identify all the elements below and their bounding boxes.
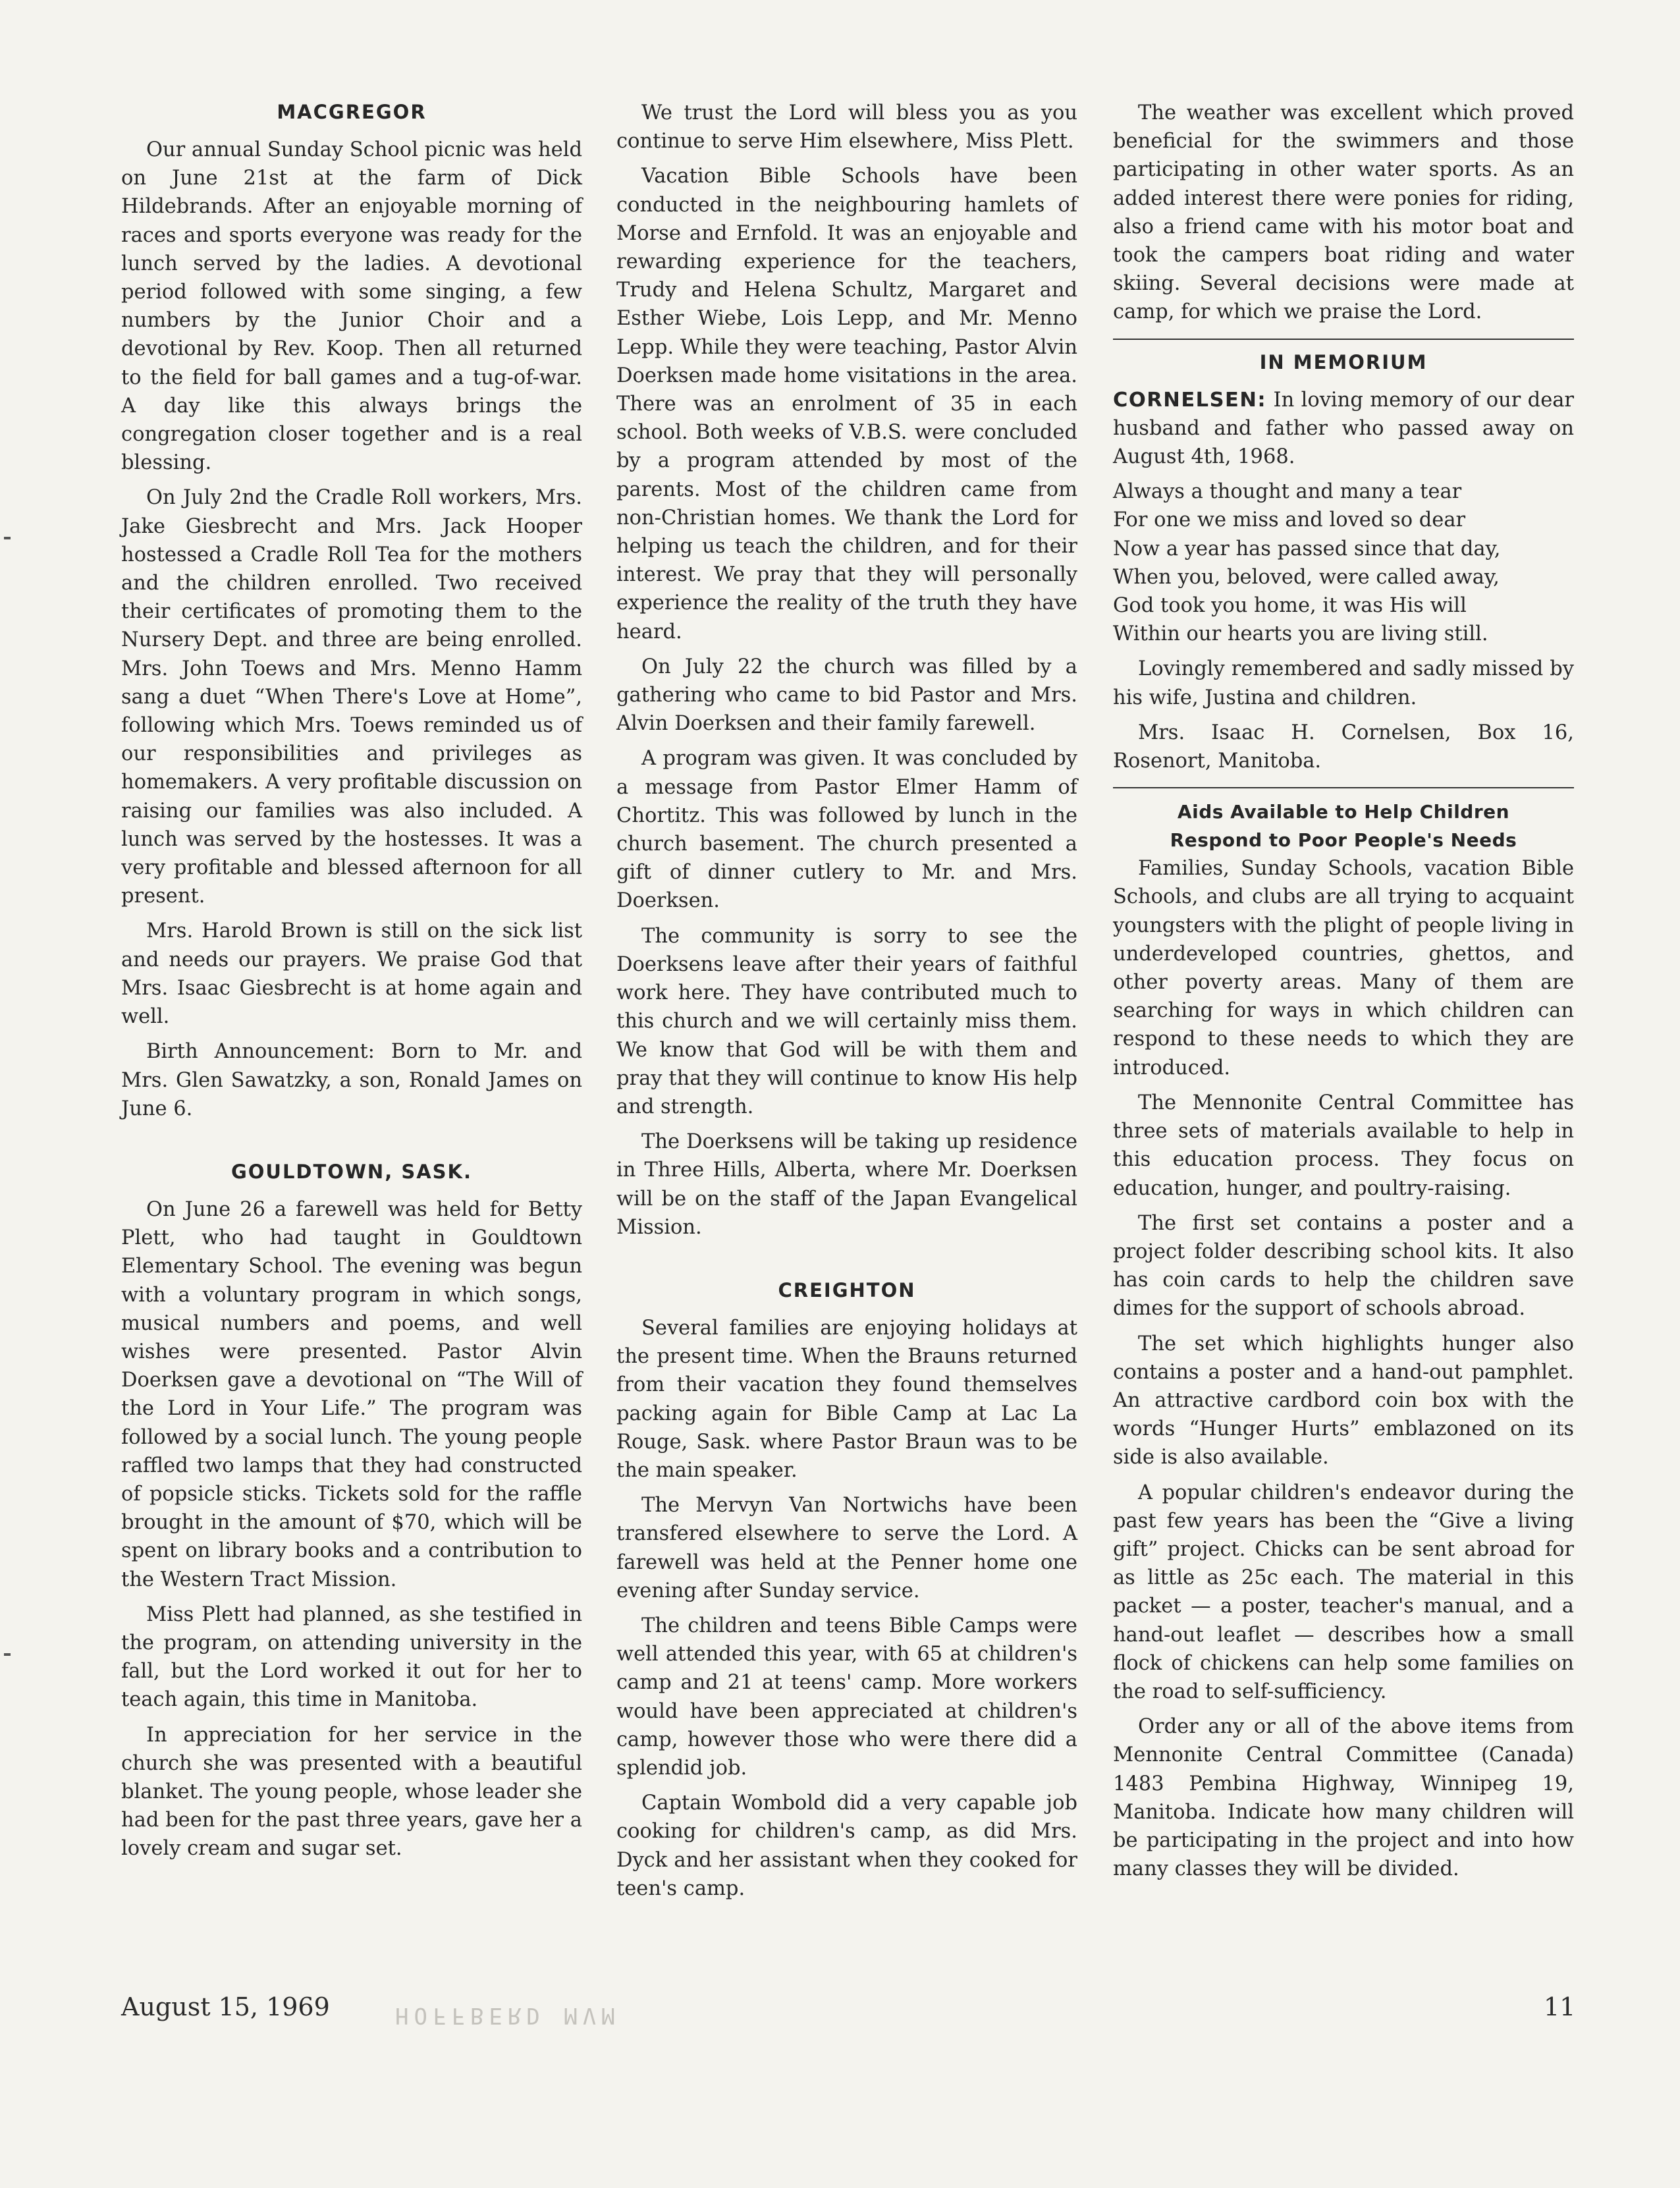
poem-line: Within our hearts you are living still. [1113, 622, 1488, 646]
divider [1113, 339, 1574, 340]
poem-line: Always a thought and many a tear [1113, 480, 1462, 504]
paragraph: A popular children's endeavor during the past few years has been the “Give a living gift” project. Chicks can be sent abroad for as little as 25c each. The material in this packet — a poster, teacher's manual, and a hand-out leaflet — describes how a small flock of chickens can help some families on the road to self-sufficiency. [1113, 1481, 1574, 1703]
heading-aids-line-2: Respond to Poor People's Needs [1170, 829, 1517, 852]
paragraph: A program was given. It was concluded by a message from Pastor Elmer Hamm of Chortitz. This was followed by lunch in the church basement. The church presented a gift of dinner cutlery to Mr. and Mrs. Doerksen. [616, 747, 1077, 913]
column-right [1113, 99, 1574, 1890]
paragraph: Mrs. Harold Brown is still on the sick list and needs our prayers. We praise God that Mrs. Isaac Giesbrecht is at home again and well. [121, 919, 582, 1029]
scan-edge-mark [4, 537, 11, 539]
paragraph: The weather was excellent which proved beneficial for the swimmers and those participating in other water sports. As an added interest there were ponies for riding, also a friend came with his motor boat and took the campers boat riding and water skiing. Several decisions were made at camp, for which we praise the Lord. [1113, 101, 1574, 324]
memorium-notice [1113, 386, 1574, 472]
poem-line: Now a year has passed since that day, [1113, 537, 1501, 561]
paragraph: On July 2nd the Cradle Roll workers, Mrs. Jake Giesbrecht and Mrs. Jack Hooper hostessed a Cradle Roll Tea for the mothers and the children enrolled. Two received their certificates of promoting them to the Nursery Dept. and three are being enrolled. Mrs. John Toews and Mrs. Menno Hamm sang a duet “When There's Love at Home”, following which Mrs. Toews reminded us of our responsibilities and privileges as homemakers. A very profitable discussion on raising our families was also included. A lunch was served by the hostesses. It was a very profitable and blessed afternoon for all present. [121, 486, 582, 908]
poem-line: God took you home, it was His will [1113, 594, 1467, 618]
heading-in-memorium: IN MEMORIUM [1259, 350, 1428, 373]
paragraph: Birth Announcement: Born to Mr. and Mrs. Glen Sawatzky, a son, Ronald James on June 6. [121, 1040, 582, 1120]
column-middle [616, 99, 1077, 1909]
memorium-name: CORNELSEN: [1113, 388, 1267, 412]
paragraph: The children and teens Bible Camps were well attended this year, with 65 at children's camp and 21 at teens' camp. More workers would have been appreciated at children's camp, however those who were there did a splendid job. [616, 1614, 1077, 1780]
paragraph: Vacation Bible Schools have been conducted in the neighbouring hamlets of Morse and Ernfold. It was an enjoyable and rewarding experience for the teachers, Trudy and Helena Schultz, Margaret and Esther Wiebe, Lois Lepp, and Mr. Menno Lepp. While they were teaching, Pastor Alvin Doerksen made home visitations in the area. There was an enrolment of 35 in each school. Both weeks of V.B.S. were concluded by a program attended by most of the parents. Most of the children came from non-Christian homes. We thank the Lord for helping us teach the children, and for their interest. We pray that they will personally experience the reality of the truth they have heard. [616, 165, 1077, 643]
heading-macgregor: MACGREGOR [277, 101, 427, 123]
paragraph: Families, Sunday Schools, vacation Bible Schools, and clubs are all trying to acquaint youngsters with the plight of people living in underdeveloped countries, ghettos, and other poverty areas. Many of them are searching for ways in which children can respond to these needs to which they are introduced. [1113, 857, 1574, 1080]
paragraph: The community is sorry to see the Doerksens leave after their years of faithful work here. They have contributed much to this church and we will certainly miss them. We know that God will be with them and pray that they will continue to know His help and strength. [616, 924, 1077, 1118]
column-left [121, 99, 582, 1870]
memorium-signature: Mrs. Isaac H. Cornelsen, Box 16, Rosenort, Manitoba. [1113, 721, 1574, 773]
paragraph: Our annual Sunday School picnic was held on June 21st at the farm of Dick Hildebrands. After an enjoyable morning of races and sports everyone was ready for the lunch served by the ladies. A devotional period followed with some singing, a few numbers by the Junior Choir and a devotional by Rev. Koop. Then all returned to the field for ball games and a tug-of-war. A day like this always brings the congregation closer together and is a real blessing. [121, 138, 582, 475]
memorial-poem [1113, 478, 1574, 648]
scan-edge-mark [4, 1653, 11, 1656]
heading-creighton: CREIGHTON [778, 1278, 916, 1301]
page-number: 11 [1544, 1992, 1576, 2021]
paragraph: The Mennonite Central Committee has three sets of materials available to help in this education process. They focus on education, hunger, and poultry-raising. [1113, 1091, 1574, 1200]
divider [1113, 787, 1574, 788]
paragraph: The set which highlights hunger also contains a poster and a hand-out pamphlet. An attractive cardbord coin box with the words “Hunger Hurts” emblazoned on its side is also available. [1113, 1332, 1574, 1469]
paragraph: In appreciation for her service in the church she was presented with a beautiful blanket. The young people, whose leader she had been for the past three years, gave her a lovely cream and sugar set. [121, 1723, 582, 1861]
paragraph: The Mervyn Van Nortwichs have been transfered elsewhere to serve the Lord. A farewell was held at the Penner home one evening after Sunday service. [616, 1494, 1077, 1602]
paragraph: Captain Wombold did a very capable job cooking for children's camp, as did Mrs. Dyck and her assistant when they cooked for teen's camp. [616, 1791, 1077, 1900]
paragraph: On June 26 a farewell was held for Betty Plett, who had taught in Gouldtown Elementary School. The evening was begun with a voluntary program in which songs, musical numbers and poems, and well wishes were presented. Pastor Alvin Doerksen gave a devotional on “The Will of the Lord in Your Life.” The program was followed by a social lunch. The young people raffled two lamps that they had constructed of popsicle sticks. Tickets sold for the raffle brought in the amount of $70, which will be spent on library books and a contribution to the Western Tract Mission. [121, 1197, 582, 1591]
memorium-text: In loving memory of our dear husband and father who passed away on August 4th, 1968. [1113, 388, 1575, 469]
poem-line: For one we miss and loved so dear [1113, 508, 1466, 532]
heading-aids-line-1: Aids Available to Help Children [1177, 801, 1510, 823]
poem-line: When you, beloved, were called away, [1113, 565, 1500, 589]
paragraph: Order any or all of the above items from Mennonite Central Committee (Canada) 1483 Pembina Highway, Winnipeg 19, Manitoba. Indicate how many children will be participating in the project and into how many classes they will be divided. [1113, 1715, 1574, 1881]
paragraph: On July 22 the church was filled by a gathering who came to bid Pastor and Mrs. Alvin Doerksen and their family farewell. [616, 655, 1077, 736]
remembered-line: Lovingly remembered and sadly missed by his wife, Justina and children. [1113, 657, 1574, 709]
paragraph: The first set contains a poster and a project folder describing school kits. It also has coin cards to help the children save dimes for the support of schools abroad. [1113, 1211, 1574, 1321]
heading-gouldtown: GOULDTOWN, SASK. [230, 1160, 473, 1183]
paragraph: We trust the Lord will bless you as you continue to serve Him elsewhere, Miss Plett. [616, 101, 1077, 153]
faint-stamp: HOFFBERD MVM [395, 2002, 620, 2029]
paragraph: The Doerksens will be taking up residence in Three Hills, Alberta, where Mr. Doerksen will be on the staff of the Japan Evangelical Mission. [616, 1130, 1077, 1239]
paragraph: Several families are enjoying holidays at the present time. When the Brauns returned from their vacation they found themselves packing again for Bible Camp at Lac La Rouge, Sask. where Pastor Braun was to be the main speaker. [616, 1316, 1077, 1482]
paragraph: Miss Plett had planned, as she testified in the program, on attending university in the fall, but the Lord worked it out for her to teach again, this time in Manitoba. [121, 1602, 582, 1712]
issue-date: August 15, 1969 [121, 1992, 330, 2021]
